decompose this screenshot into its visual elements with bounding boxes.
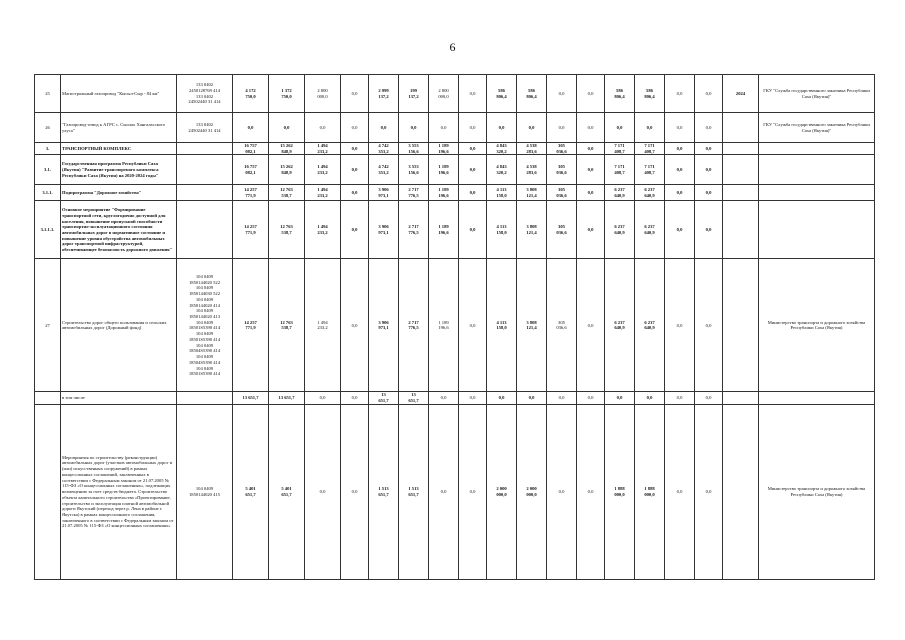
amount-cell: 7 171 408,7 [635,155,665,185]
row-name: в том числе [61,392,177,404]
amount-cell: 0,0 [487,392,517,404]
amount-cell: 0,0 [577,113,605,143]
amount-cell: 14 257 771,9 [233,259,269,392]
amount-cell: 0,0 [665,143,695,155]
amount-cell: 586 806,4 [635,75,665,113]
amount-cell: 199 137,2 [399,75,429,113]
amount-cell: 0,0 [665,201,695,259]
table-row [35,259,875,392]
row-name: Строительство дорог общего пользования и сельских автомобильных дорог (Дорожный фонд) [61,259,177,392]
amount-cell: 7 171 408,7 [635,143,665,155]
amount-cell: 0,0 [399,113,429,143]
row-number: 25 [35,75,61,113]
amount-cell: 0,0 [341,185,369,201]
table-row [35,113,875,143]
amount-cell: 4 113 158,0 [487,201,517,259]
amount-cell: 0,0 [341,201,369,259]
amount-cell: 2 000 000,0 [517,404,547,579]
amount-cell: 1 888 000,0 [635,404,665,579]
amount-cell: 3 906 973,1 [369,185,399,201]
budget-table [34,74,875,580]
amount-cell: 305 036,6 [547,259,577,392]
page-number: 6 [449,40,456,54]
amount-cell: 0,0 [429,404,459,579]
amount-cell: 12 763 538,7 [269,185,305,201]
amount-cell: 0,0 [369,113,399,143]
amount-cell: 1 189 196,6 [429,185,459,201]
amount-cell: 0,0 [577,259,605,392]
amount-cell: 0,0 [605,113,635,143]
amount-cell: 2 800 000,0 [305,75,341,113]
amount-cell: 1 513 651,7 [399,404,429,579]
row-number: 3.1.1. [35,185,61,201]
amount-cell: 1 494 233,2 [305,143,341,155]
amount-cell: 4 742 353,2 [369,143,399,155]
amount-cell: 4 172 750,0 [233,75,269,113]
amount-cell: 0,0 [695,404,723,579]
amount-cell: 0,0 [459,259,487,392]
amount-cell: 2 717 776,5 [399,185,429,201]
amount-cell: 3 906 973,1 [369,259,399,392]
amount-cell: 3 906 973,1 [369,201,399,259]
amount-cell: 0,0 [547,113,577,143]
row-number: 26 [35,113,61,143]
amount-cell: 0,0 [577,404,605,579]
responsible-org: Министерство транспорта и дорожного хозяйства Республики Саха (Якутия) [759,404,875,579]
amount-cell: 0,0 [459,75,487,113]
amount-cell: 7 171 408,7 [605,143,635,155]
row-name: Основное мероприятие "Формирование транспортной сети, круглогодично доступной для населения, повышение пропускной способности транспортно-эксплуатационного состояния автомобильных дорог в нормативное состояние и повышение уровня обустройства автомобильных дорог транспортной инфраструктурой, обеспечивающее безопасность дорожного движения" [61,201,177,259]
amount-cell: 0,0 [695,113,723,143]
amount-cell: 305 036,6 [547,143,577,155]
amount-cell: 12 763 538,7 [269,259,305,392]
budget-code [177,201,233,259]
amount-cell: 0,0 [233,113,269,143]
responsible-org [759,155,875,185]
amount-cell: 305 036,6 [547,201,577,259]
amount-cell: 305 036,6 [547,185,577,201]
amount-cell: 0,0 [665,113,695,143]
amount-cell: 0,0 [269,113,305,143]
responsible-org: ГКУ "Служба государственного заказчика Республики Саха (Якутия)" [759,113,875,143]
amount-cell: 0,0 [429,392,459,404]
amount-cell: 1 513 651,7 [369,404,399,579]
amount-cell: 0,0 [635,113,665,143]
amount-cell: 1 189 196,6 [429,259,459,392]
amount-cell: 0,0 [305,392,341,404]
row-name: Мероприятия по строительству (реконструкции) автомобильных дорог (участков автомобильных дорог и (или) искусственных сооружений) в рамках концессионных соглашений, заключенных в соответствии с Федеральным законом от 21.07.2005 № 115-ФЗ «О концессионных соглашениях», подлежащих возмещению за счет средств бюджета. Строительство объекта капитального строительства «Проектирование, строительство и эксплуатация платной автомобильной дороги Якутский (переход через р. Лена в районе г. Якутска) в рамках концессионного соглашения, заключенного в соответствии с Федеральным законом от 21.07.2005 № 115-ФЗ «О концессионных соглашениях» [61,404,177,579]
amount-cell [723,113,759,143]
amount-cell: 0,0 [341,143,369,155]
amount-cell: 0,0 [341,259,369,392]
responsible-org: ГКУ "Служба государственного заказчика Республики Саха (Якутия)" [759,75,875,113]
row-number [35,392,61,404]
table-row [35,155,875,185]
amount-cell: 2 800 000,0 [429,75,459,113]
amount-cell: 14 257 771,9 [233,185,269,201]
row-number [35,404,61,579]
amount-cell: 6 237 640,9 [605,259,635,392]
amount-cell: 1 189 196,6 [429,155,459,185]
amount-cell: 13 651,7 [269,392,305,404]
amount-cell: 1 494 233,2 [305,185,341,201]
amount-cell: 586 806,4 [517,75,547,113]
amount-cell: 1 189 196,6 [429,143,459,155]
amount-cell: 4 742 353,2 [369,155,399,185]
amount-cell: 0,0 [577,392,605,404]
row-number: 3.1. [35,155,61,185]
budget-code: 104 0409 1850144020 522 104 0409 1850144030 522 104 0409 1850144020 414 104 0409 1850144020 413 104 0409 18501S5390 414 104 0409 18501S5390 414 104 0409 18504S5390 414 104 0409 18504S5390 414 104 0409 18501S5390 414 [177,259,233,392]
amount-cell [723,155,759,185]
amount-cell: 16 757 082,1 [233,143,269,155]
table-row [35,404,875,579]
row-name: ТРАНСПОРТНЫЙ КОМПЛЕКС [61,143,177,155]
amount-cell: 13 651,7 [369,392,399,404]
amount-cell: 6 237 640,9 [635,201,665,259]
table-row [35,143,875,155]
amount-cell: 15 262 848,9 [269,143,305,155]
amount-cell: 0,0 [695,75,723,113]
amount-cell: 0,0 [665,155,695,185]
amount-cell: 0,0 [459,155,487,185]
amount-cell: 0,0 [665,75,695,113]
amount-cell: 0,0 [665,404,695,579]
amount-cell: 0,0 [341,404,369,579]
amount-cell: 6 237 640,9 [635,259,665,392]
amount-cell [723,392,759,404]
amount-cell: 586 806,4 [487,75,517,113]
amount-cell: 4 843 320,2 [487,143,517,155]
amount-cell: 0,0 [305,113,341,143]
amount-cell: 0,0 [577,75,605,113]
budget-code: 133 0402 2450128769 414 133 0402 24502440 31 414 [177,75,233,113]
table-row [35,185,875,201]
amount-cell: 14 257 771,9 [233,201,269,259]
amount-cell [723,201,759,259]
amount-cell: 0,0 [577,201,605,259]
amount-cell: 0,0 [459,404,487,579]
amount-cell: 0,0 [459,185,487,201]
amount-cell: 6 237 640,9 [605,185,635,201]
amount-cell: 0,0 [635,392,665,404]
amount-cell: 0,0 [665,185,695,201]
row-name: Магистральный газопровод "Кысыл-Сыр - 84 км" [61,75,177,113]
amount-cell: 4 538 283,6 [517,155,547,185]
amount-cell: 0,0 [341,392,369,404]
amount-cell: 2 999 137,2 [369,75,399,113]
amount-cell: 12 763 538,7 [269,201,305,259]
amount-cell: 3 808 121,4 [517,259,547,392]
amount-cell: 6 237 640,9 [605,201,635,259]
amount-cell: 0,0 [459,113,487,143]
row-name: Государственная программа Республики Саха (Якутия) "Развитие транспортного комплекса Республики Саха (Якутия) на 2020-2024 годы" [61,155,177,185]
amount-cell: 5 401 651,7 [269,404,305,579]
amount-cell: 3 553 156,6 [399,143,429,155]
amount-cell: 1 494 233,2 [305,155,341,185]
amount-cell: 6 237 640,9 [635,185,665,201]
amount-cell: 0,0 [695,185,723,201]
amount-cell: 1 888 000,0 [605,404,635,579]
amount-cell: 4 113 158,0 [487,259,517,392]
amount-cell: 305 036,6 [547,155,577,185]
amount-cell: 0,0 [547,75,577,113]
amount-cell: 0,0 [695,201,723,259]
table-row [35,75,875,113]
responsible-org [759,185,875,201]
amount-cell: 0,0 [341,75,369,113]
amount-cell: 0,0 [665,392,695,404]
amount-cell: 3 808 121,4 [517,185,547,201]
amount-cell: 4 538 283,6 [517,143,547,155]
amount-cell: 0,0 [695,155,723,185]
row-name: "Газопровод-отвод к АГРС с. Сыолах Хангаласского улуса" [61,113,177,143]
amount-cell: 2 717 776,5 [399,259,429,392]
amount-cell: 7 171 408,7 [605,155,635,185]
amount-cell: 1 494 233,2 [305,201,341,259]
row-name: Подпрограмма "Дорожное хозяйство" [61,185,177,201]
amount-cell: 1 372 750,0 [269,75,305,113]
amount-cell: 0,0 [459,392,487,404]
row-number: 3.1.1.1. [35,201,61,259]
row-number: 27 [35,259,61,392]
amount-cell: 0,0 [665,259,695,392]
amount-cell: 0,0 [341,113,369,143]
amount-cell: 0,0 [547,392,577,404]
amount-cell: 4 113 158,0 [487,185,517,201]
budget-code [177,392,233,404]
amount-cell: 4 843 320,2 [487,155,517,185]
amount-cell: 0,0 [341,155,369,185]
amount-cell: 0,0 [605,392,635,404]
amount-cell: 13 651,7 [399,392,429,404]
row-number: 3. [35,143,61,155]
amount-cell: 0,0 [459,143,487,155]
responsible-org [759,392,875,404]
budget-code [177,185,233,201]
budget-code: 104 0409 1850144020 415 [177,404,233,579]
amount-cell: 586 806,4 [605,75,635,113]
responsible-org [759,201,875,259]
amount-cell [723,185,759,201]
amount-cell: 3 808 121,4 [517,201,547,259]
amount-cell: 16 757 082,1 [233,155,269,185]
amount-cell: 1 494 233,2 [305,259,341,392]
amount-cell: 15 262 848,9 [269,155,305,185]
amount-cell [723,259,759,392]
amount-cell: 0,0 [695,259,723,392]
amount-cell: 0,0 [487,113,517,143]
amount-cell: 0,0 [695,143,723,155]
amount-cell: 0,0 [517,392,547,404]
amount-cell [723,143,759,155]
amount-cell: 5 401 651,7 [233,404,269,579]
amount-cell: 0,0 [695,392,723,404]
amount-cell: 1 189 196,6 [429,201,459,259]
amount-cell: 2024 [723,75,759,113]
responsible-org [759,143,875,155]
amount-cell: 0,0 [577,155,605,185]
responsible-org: Министерство транспорта и дорожного хозяйства Республики Саха (Якутия) [759,259,875,392]
table-row [35,392,875,404]
budget-code [177,143,233,155]
amount-cell: 0,0 [577,143,605,155]
amount-cell: 3 553 156,6 [399,155,429,185]
budget-code: 133 0402 24502440 31 414 [177,113,233,143]
amount-cell: 0,0 [517,113,547,143]
amount-cell: 0,0 [577,185,605,201]
amount-cell: 2 717 776,5 [399,201,429,259]
amount-cell: 0,0 [547,404,577,579]
table-row [35,201,875,259]
amount-cell: 2 000 000,0 [487,404,517,579]
amount-cell: 13 651,7 [233,392,269,404]
budget-code [177,155,233,185]
amount-cell: 0,0 [429,113,459,143]
amount-cell: 0,0 [305,404,341,579]
amount-cell: 0,0 [459,201,487,259]
amount-cell [723,404,759,579]
